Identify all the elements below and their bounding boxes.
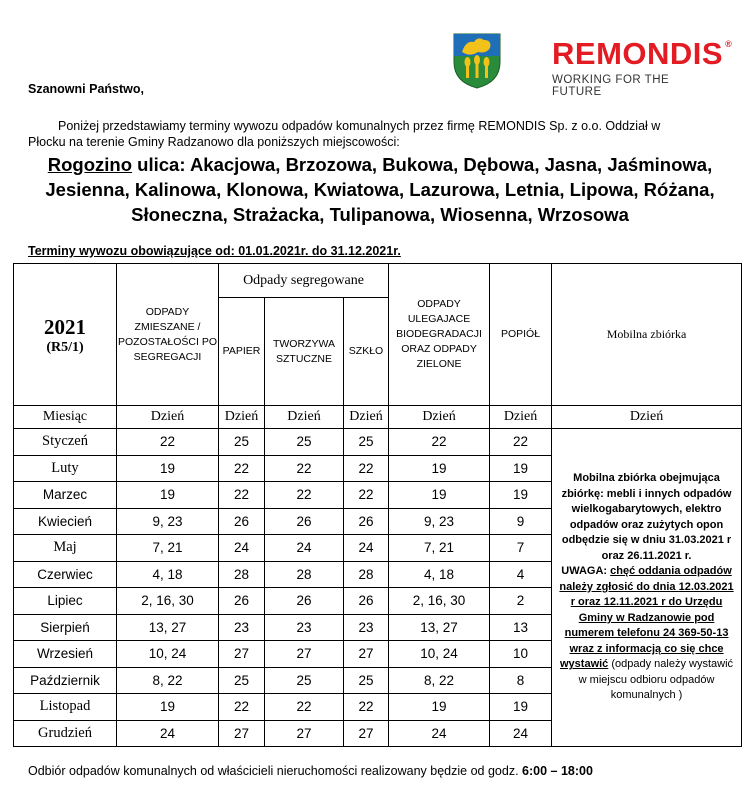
table-row xyxy=(14,429,742,456)
ash-day-cell: 8 xyxy=(490,667,552,694)
mixed-day-cell: 13, 27 xyxy=(117,614,219,641)
bio-day-cell: 22 xyxy=(389,429,490,456)
intro-line-2: Płocku na terenie Gminy Radzanowo dla poniższych miejscowości: xyxy=(28,135,400,149)
ash-day-cell: 19 xyxy=(490,694,552,721)
bio-day-cell: 19 xyxy=(389,482,490,509)
day-header: Dzień xyxy=(389,406,490,429)
mixed-day-cell: 8, 22 xyxy=(117,667,219,694)
month-cell: Wrzesień xyxy=(14,641,117,668)
col-ash-header: POPIÓŁ xyxy=(490,264,552,406)
ash-day-cell: 9 xyxy=(490,508,552,535)
brand-tagline: WORKING FOR THE FUTURE xyxy=(552,74,670,98)
plastic-day-cell: 22 xyxy=(265,694,344,721)
glass-day-cell: 27 xyxy=(344,720,389,747)
col-bio-header: ODPADY ULEGAJACE BIODEGRADACJI ORAZ ODPADY ZIELONE xyxy=(389,264,490,406)
mixed-day-cell: 9, 23 xyxy=(117,508,219,535)
plastic-day-cell: 22 xyxy=(265,455,344,482)
month-cell: Kwiecień xyxy=(14,508,117,535)
ash-day-cell: 13 xyxy=(490,614,552,641)
glass-day-cell: 22 xyxy=(344,482,389,509)
day-header: Dzień xyxy=(490,406,552,429)
month-cell: Marzec xyxy=(14,482,117,509)
gmina-radzanowo-crest-icon xyxy=(452,32,502,90)
street-list xyxy=(40,152,720,227)
streets-line-2: Jesienna, Kalinowa, Klonowa, Kwiatowa, Lazurowa, Letnia, Lipowa, Różana, xyxy=(45,179,715,200)
bio-day-cell: 2, 16, 30 xyxy=(389,588,490,615)
paper-day-cell: 26 xyxy=(219,508,265,535)
plastic-day-cell: 24 xyxy=(265,535,344,562)
mixed-day-cell: 19 xyxy=(117,694,219,721)
mixed-day-cell: 19 xyxy=(117,482,219,509)
glass-day-cell: 24 xyxy=(344,535,389,562)
intro-line-1: Poniżej przedstawiamy terminy wywozu odpadów komunalnych przez firmę REMONDIS Sp. z o.o. Oddział w xyxy=(58,119,661,133)
mixed-day-cell: 19 xyxy=(117,455,219,482)
note-warning-text: chęć oddania odpadów należy zgłosić do dnia 12.03.2021 r oraz 12.11.2021 r do Urzędu Gminy w Radzanowie pod numerem telefonu 24 369-50-13 wraz z informacją co się chce wystawić xyxy=(559,565,734,671)
paper-day-cell: 22 xyxy=(219,694,265,721)
ash-day-cell: 7 xyxy=(490,535,552,562)
footer-note xyxy=(28,764,593,778)
segregated-header: Odpady segregowane xyxy=(219,264,389,298)
plastic-day-cell: 27 xyxy=(265,641,344,668)
bio-day-cell: 24 xyxy=(389,720,490,747)
glass-day-cell: 25 xyxy=(344,429,389,456)
glass-day-cell: 25 xyxy=(344,667,389,694)
glass-day-cell: 22 xyxy=(344,455,389,482)
glass-day-cell: 28 xyxy=(344,561,389,588)
bio-day-cell: 7, 21 xyxy=(389,535,490,562)
streets-line-3: Słoneczna, Strażacka, Tulipanowa, Wiosenna, Wrzosowa xyxy=(131,204,629,225)
glass-day-cell: 22 xyxy=(344,694,389,721)
col-glass-header: SZKŁO xyxy=(344,298,389,406)
glass-day-cell: 26 xyxy=(344,508,389,535)
ash-day-cell: 19 xyxy=(490,455,552,482)
ash-day-cell: 2 xyxy=(490,588,552,615)
bio-day-cell: 4, 18 xyxy=(389,561,490,588)
schedule-rows xyxy=(14,429,742,747)
paper-day-cell: 22 xyxy=(219,482,265,509)
day-header: Dzień xyxy=(117,406,219,429)
streets-line-1: ulica: Akacjowa, Brzozowa, Bukowa, Dębowa, Jasna, Jaśminowa, xyxy=(132,154,713,175)
col-plastic-header: TWORZYWA SZTUCZNE xyxy=(265,298,344,406)
bio-day-cell: 10, 24 xyxy=(389,641,490,668)
paper-day-cell: 28 xyxy=(219,561,265,588)
ash-day-cell: 24 xyxy=(490,720,552,747)
month-header: Miesiąc xyxy=(14,406,117,429)
note-placement: (odpady należy wystawić w miejscu odbioru odpadów komunalnych ) xyxy=(578,658,734,702)
ash-day-cell: 10 xyxy=(490,641,552,668)
paper-day-cell: 27 xyxy=(219,641,265,668)
col-mixed-header: ODPADY ZMIESZANE / POZOSTAŁOŚCI PO SEGREGACJI xyxy=(117,264,219,406)
bio-day-cell: 19 xyxy=(389,455,490,482)
ash-day-cell: 19 xyxy=(490,482,552,509)
registered-mark: ® xyxy=(725,39,733,49)
month-cell: Maj xyxy=(14,535,117,562)
brand-name: REMONDIS xyxy=(552,36,724,71)
note-intro: Mobilna zbiórka obejmująca zbiórkę: mebli i innych odpadów wielkogabarytowych, elektro odpadów oraz zużytych opon odbędzie się w dniu 31.03.2021 r oraz 26.11.2021 r. xyxy=(561,472,732,562)
note-warning-label: UWAGA: xyxy=(561,565,611,578)
mixed-day-cell: 2, 16, 30 xyxy=(117,588,219,615)
mixed-day-cell: 7, 21 xyxy=(117,535,219,562)
paper-day-cell: 25 xyxy=(219,429,265,456)
day-header: Dzień xyxy=(219,406,265,429)
glass-day-cell: 23 xyxy=(344,614,389,641)
plastic-day-cell: 25 xyxy=(265,429,344,456)
mixed-day-cell: 22 xyxy=(117,429,219,456)
greeting: Szanowni Państwo, xyxy=(28,82,144,96)
bio-day-cell: 19 xyxy=(389,694,490,721)
month-cell: Grudzień xyxy=(14,720,117,747)
bio-day-cell: 8, 22 xyxy=(389,667,490,694)
region-code: (R5/1) xyxy=(46,339,84,355)
ash-day-cell: 4 xyxy=(490,561,552,588)
month-cell: Listopad xyxy=(14,694,117,721)
month-cell: Lipiec xyxy=(14,588,117,615)
collection-schedule-table xyxy=(13,263,742,747)
bio-day-cell: 13, 27 xyxy=(389,614,490,641)
day-header: Dzień xyxy=(265,406,344,429)
glass-day-cell: 27 xyxy=(344,641,389,668)
ash-day-cell: 22 xyxy=(490,429,552,456)
paper-day-cell: 23 xyxy=(219,614,265,641)
paper-day-cell: 25 xyxy=(219,667,265,694)
mixed-day-cell: 24 xyxy=(117,720,219,747)
month-cell: Październik xyxy=(14,667,117,694)
paper-day-cell: 22 xyxy=(219,455,265,482)
plastic-day-cell: 23 xyxy=(265,614,344,641)
mixed-day-cell: 4, 18 xyxy=(117,561,219,588)
glass-day-cell: 26 xyxy=(344,588,389,615)
col-mobile-header: Mobilna zbiórka xyxy=(552,264,742,406)
plastic-day-cell: 25 xyxy=(265,667,344,694)
plastic-day-cell: 28 xyxy=(265,561,344,588)
paper-day-cell: 24 xyxy=(219,535,265,562)
day-header: Dzień xyxy=(344,406,389,429)
month-cell: Luty xyxy=(14,455,117,482)
paper-day-cell: 27 xyxy=(219,720,265,747)
remondis-logo xyxy=(552,36,733,98)
col-paper-header: PAPIER xyxy=(219,298,265,406)
footer-hours: 6:00 – 18:00 xyxy=(522,764,593,778)
plastic-day-cell: 27 xyxy=(265,720,344,747)
month-cell: Czerwiec xyxy=(14,561,117,588)
bio-day-cell: 9, 23 xyxy=(389,508,490,535)
plastic-day-cell: 22 xyxy=(265,482,344,509)
year-cell xyxy=(14,264,117,406)
year: 2021 xyxy=(44,314,86,339)
day-header: Dzień xyxy=(552,406,742,429)
paper-day-cell: 26 xyxy=(219,588,265,615)
month-cell: Sierpień xyxy=(14,614,117,641)
validity-period: Terminy wywozu obowiązujące od: 01.01.2021r. do 31.12.2021r. xyxy=(28,244,401,258)
mixed-day-cell: 10, 24 xyxy=(117,641,219,668)
plastic-day-cell: 26 xyxy=(265,508,344,535)
month-cell: Styczeń xyxy=(14,429,117,456)
place-name: Rogozino xyxy=(47,154,133,175)
footer-text: Odbiór odpadów komunalnych od właścicieli nieruchomości realizowany będzie od godz. xyxy=(28,764,523,778)
plastic-day-cell: 26 xyxy=(265,588,344,615)
mobile-collection-note xyxy=(552,429,742,747)
